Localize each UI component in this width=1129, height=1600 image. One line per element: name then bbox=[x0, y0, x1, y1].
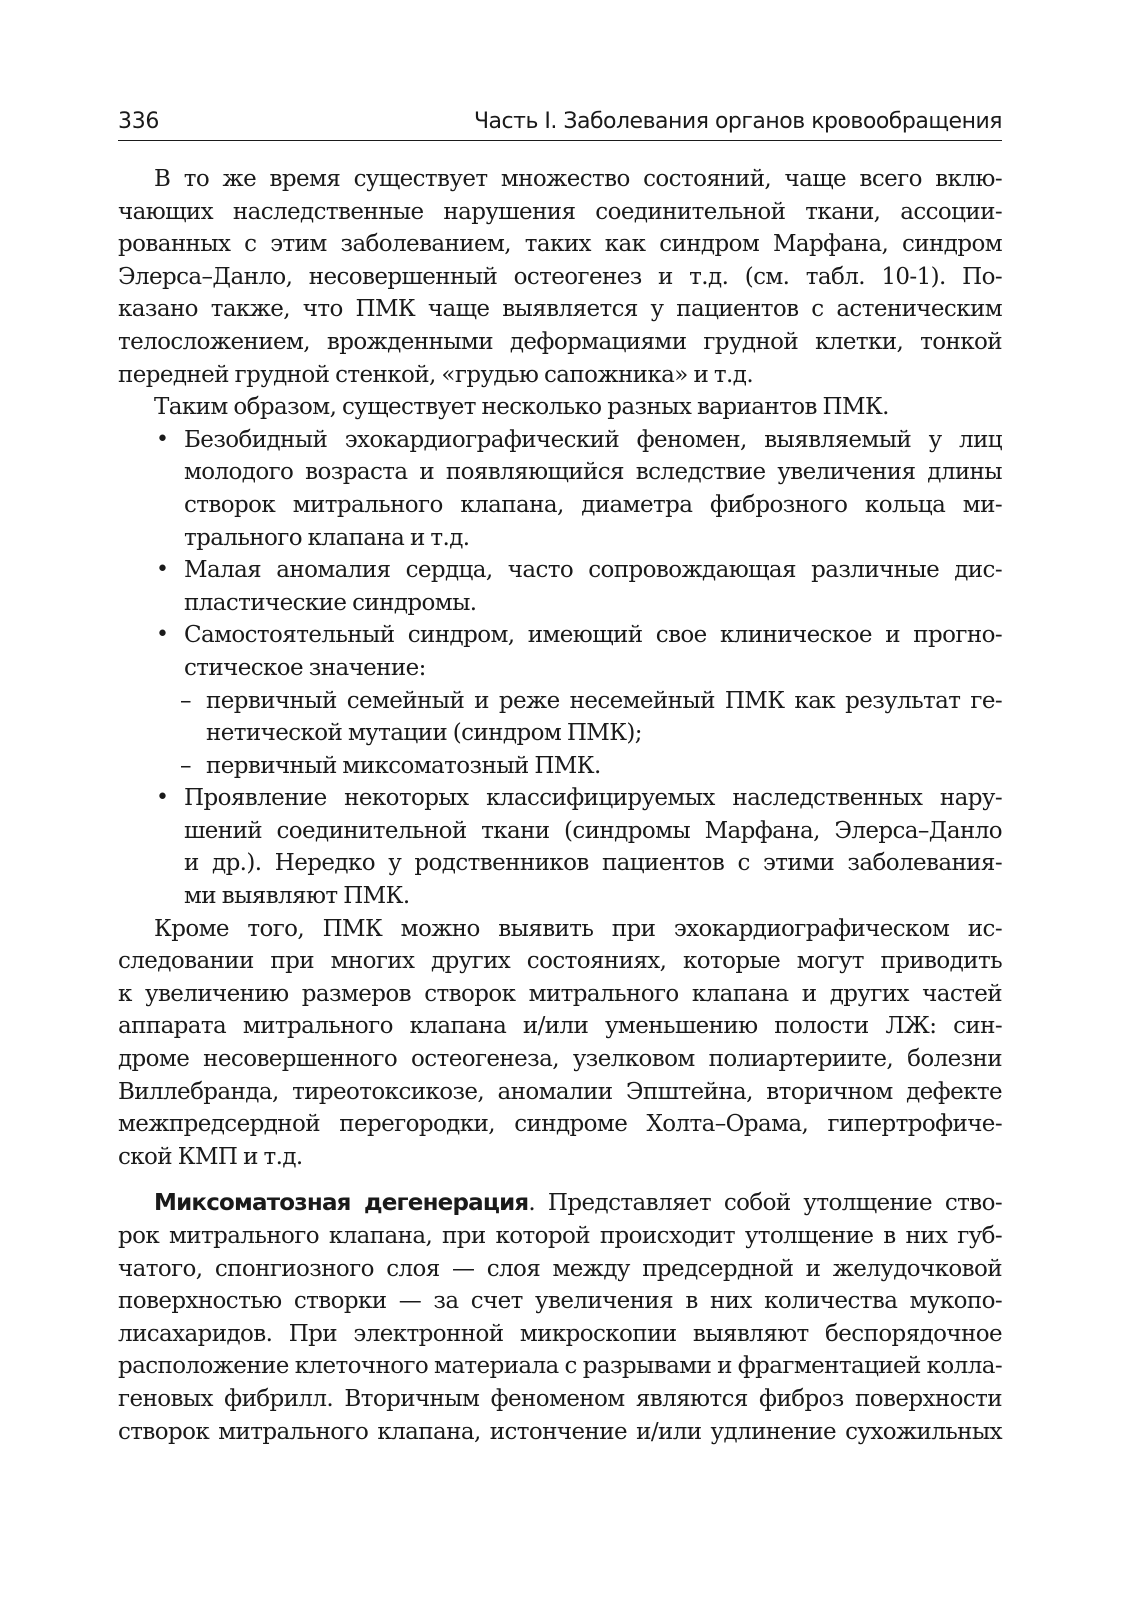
text-line: и др.). Нередко у родственников пациентов с этими заболевания- bbox=[184, 850, 1002, 877]
text-line: ской КМП и т.д. bbox=[118, 1143, 303, 1170]
bullet-marker: • bbox=[156, 557, 169, 583]
text-line: молодого возраста и появляющийся вследствие увеличения длины bbox=[184, 459, 1002, 486]
body-text bbox=[118, 163, 1002, 1448]
running-title: Часть I. Заболевания органов кровообращения bbox=[473, 109, 1002, 134]
bullet-marker: • bbox=[156, 426, 169, 452]
text-line: аппарата митрального клапана и/или уменьшению полости ЛЖ: син- bbox=[118, 1013, 1002, 1040]
text-line: геновых фибрилл. Вторичным феноменом являются фиброз поверхности bbox=[118, 1385, 1002, 1412]
text-line: чающих наследственные нарушения соединительной ткани, ассоции- bbox=[118, 198, 1002, 225]
text-line: казано также, что ПМК чаще выявляется у пациентов с астеническим bbox=[118, 296, 1002, 323]
sub-list bbox=[118, 685, 1002, 783]
paragraph-myxomatous-degeneration bbox=[118, 1187, 1002, 1448]
dash-marker: – bbox=[180, 752, 191, 779]
text-line: Элерса–Данло, несовершенный остеогенез и т.д. (см. табл. 10-1). По- bbox=[118, 263, 1002, 290]
text-line: чатого, спонгиозного слоя — слоя между предсердной и желудочковой bbox=[118, 1255, 1002, 1282]
text-line: телосложением, врожденными деформациями грудной клетки, тонкой bbox=[118, 328, 1002, 355]
running-header bbox=[118, 108, 1002, 141]
bullet-marker: • bbox=[156, 622, 169, 648]
text-line: пластические синдромы. bbox=[184, 589, 477, 616]
text-line: шений соединительной ткани (синдромы Марфана, Элерса–Данло bbox=[184, 817, 1002, 844]
text-line: • Малая аномалия сердца, часто сопровождающая различные дис- bbox=[118, 554, 1002, 587]
text-line: трального клапана и т.д. bbox=[184, 524, 470, 551]
text-line: стическое значение: bbox=[184, 654, 426, 681]
paragraph-gap bbox=[118, 1173, 1002, 1187]
text-line: створок митрального клапана, диаметра фиброзного кольца ми- bbox=[184, 491, 1002, 518]
text-line: • Безобидный эхокардиографический феномен, выявляемый у лиц bbox=[118, 424, 1002, 457]
text-line: лисахаридов. При электронной микроскопии выявляют беспорядочное bbox=[118, 1320, 1002, 1347]
sub-list-item bbox=[118, 685, 1002, 750]
text-line: нетической мутации (синдром ПМК); bbox=[206, 720, 642, 747]
list-item bbox=[118, 424, 1002, 554]
text-line: следовании при многих других состояниях, которые могут приводить bbox=[118, 948, 1002, 975]
text-line: – первичный миксоматозный ПМК. bbox=[118, 750, 1002, 783]
sub-list-item bbox=[118, 750, 1002, 783]
list-item bbox=[118, 782, 1002, 912]
paragraph-associated-conditions bbox=[118, 163, 1002, 391]
bullet-marker: • bbox=[156, 785, 169, 811]
text-line: Кроме того, ПМК можно выявить при эхокардиографическом ис- bbox=[154, 915, 1002, 942]
text-line: рованных с этим заболеванием, таких как синдром Марфана, синдром bbox=[118, 231, 1002, 258]
book-page bbox=[118, 108, 1002, 1448]
list-item bbox=[118, 554, 1002, 619]
paragraph-other-conditions bbox=[118, 913, 1002, 1174]
text-line: дроме несовершенного остеогенеза, узелковом полиартериите, болезни bbox=[118, 1046, 1002, 1073]
text-line: • Самостоятельный синдром, имеющий свое клиническое и прогно- bbox=[118, 619, 1002, 652]
variants-list bbox=[118, 424, 1002, 913]
section-term: Миксоматозная дегенерация bbox=[154, 1190, 529, 1217]
list-item bbox=[118, 619, 1002, 782]
text-line: Виллебранда, тиреотоксикозе, аномалии Эпштейна, вторичном дефекте bbox=[118, 1078, 1002, 1105]
text-line: расположение клеточного материала с разрывами и фрагментацией колла- bbox=[118, 1353, 1002, 1380]
text-line: поверхностью створки — за счет увеличения в них количества мукопо- bbox=[118, 1288, 1002, 1315]
text-line: – первичный семейный и реже несемейный ПМК как результат ге- bbox=[118, 685, 1002, 718]
text-line: межпредсердной перегородки, синдроме Холта–Орама, гипертрофиче- bbox=[118, 1111, 1002, 1138]
text-line: Миксоматозная дегенерация. Представляет собой утолщение ство- bbox=[154, 1190, 1002, 1217]
text-line: рок митрального клапана, при которой происходит утолщение в них губ- bbox=[118, 1223, 1002, 1249]
dash-marker: – bbox=[180, 687, 191, 714]
text-line: Таким образом, существует несколько разных вариантов ПМК. bbox=[154, 394, 889, 421]
text-line: ми выявляют ПМК. bbox=[184, 883, 410, 910]
text-line: • Проявление некоторых классифицируемых наследственных нару- bbox=[118, 782, 1002, 815]
page-number: 336 bbox=[118, 109, 160, 134]
text-line: к увеличению размеров створок митрального клапана и других частей bbox=[118, 980, 1002, 1007]
text-line: передней грудной стенкой, «грудью сапожника» и т.д. bbox=[118, 361, 754, 388]
paragraph-variants-intro bbox=[118, 391, 1002, 424]
text-line: створок митрального клапана, истончение и/или удлинение сухожильных bbox=[118, 1418, 1002, 1445]
text-line: В то же время существует множество состояний, чаще всего вклю- bbox=[154, 166, 1002, 192]
